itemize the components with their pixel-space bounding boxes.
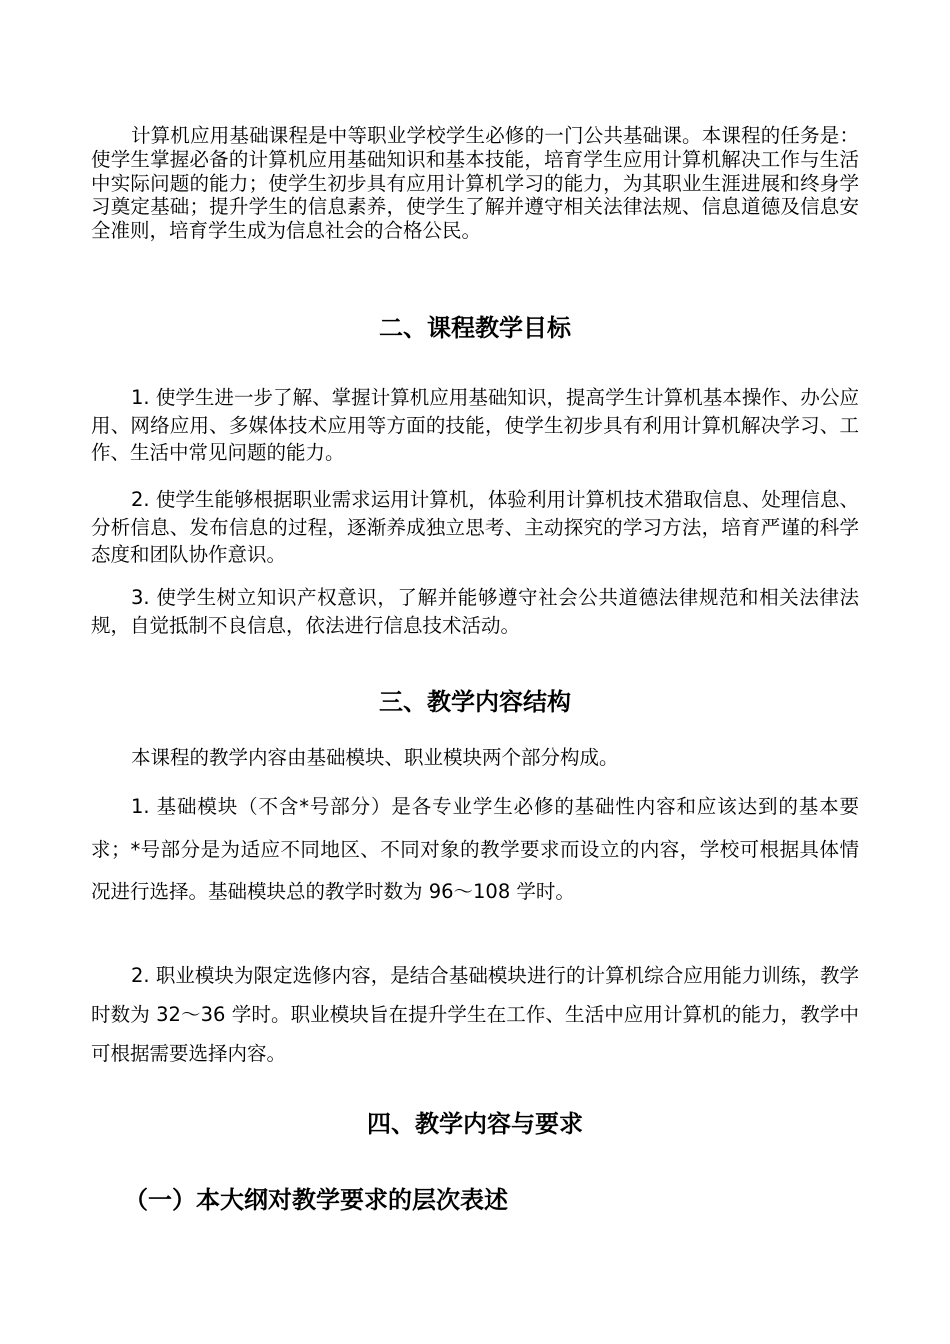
- objective-item-1: 1. 使学生进一步了解、掌握计算机应用基础知识，提高学生计算机基本操作、办公应用、网络应用、多媒体技术应用等方面的技能，使学生初步具有利用计算机解决学习、工作、生活中常见问题的能力。: [91, 386, 859, 465]
- intro-paragraph: 计算机应用基础课程是中等职业学校学生必修的一门公共基础课。本课程的任务是：使学生掌握必备的计算机应用基础知识和基本技能，培育学生应用计算机解决工作与生活中实际问题的能力；使学生初步具有应用计算机学习的能力，为其职业生涯进展和终身学习奠定基础；提升学生的信息素养，使学生了解并遵守相关法律法规、信息道德及信息安全准则，培育学生成为信息社会的合格公民。: [91, 124, 859, 243]
- subsection-heading-requirement-levels: （一）本大纲对教学要求的层次表述: [124, 1186, 508, 1214]
- content-structure-intro: 本课程的教学内容由基础模块、职业模块两个部分构成。: [131, 746, 619, 769]
- section-heading-course-objectives: 二、课程教学目标: [379, 314, 571, 342]
- content-structure-item-1: 1. 基础模块（不含*号部分）是各专业学生必修的基础性内容和应该达到的基本要求；*号部分是为适应不同地区、不同对象的教学要求而设立的内容，学校可根据具体情况进行选择。基础模块总的教学时数为 96～108 学时。: [91, 795, 859, 903]
- objective-item-2: 2. 使学生能够根据职业需求运用计算机，体验利用计算机技术猎取信息、处理信息、分析信息、发布信息的过程，逐渐养成独立思考、主动探究的学习方法，培育严谨的科学态度和团队协作意识。: [91, 488, 859, 567]
- section-heading-content-structure: 三、教学内容结构: [379, 688, 571, 716]
- objective-item-3: 3. 使学生树立知识产权意识，了解并能够遵守社会公共道德法律规范和相关法律法规，自觉抵制不良信息，依法进行信息技术活动。: [91, 586, 859, 637]
- section-heading-content-requirements: 四、教学内容与要求: [367, 1110, 583, 1138]
- content-structure-item-2: 2. 职业模块为限定选修内容，是结合基础模块进行的计算机综合应用能力训练，教学时数为 32～36 学时。职业模块旨在提升学生在工作、生活中应用计算机的能力，教学中可根据需要选择内容。: [91, 964, 859, 1065]
